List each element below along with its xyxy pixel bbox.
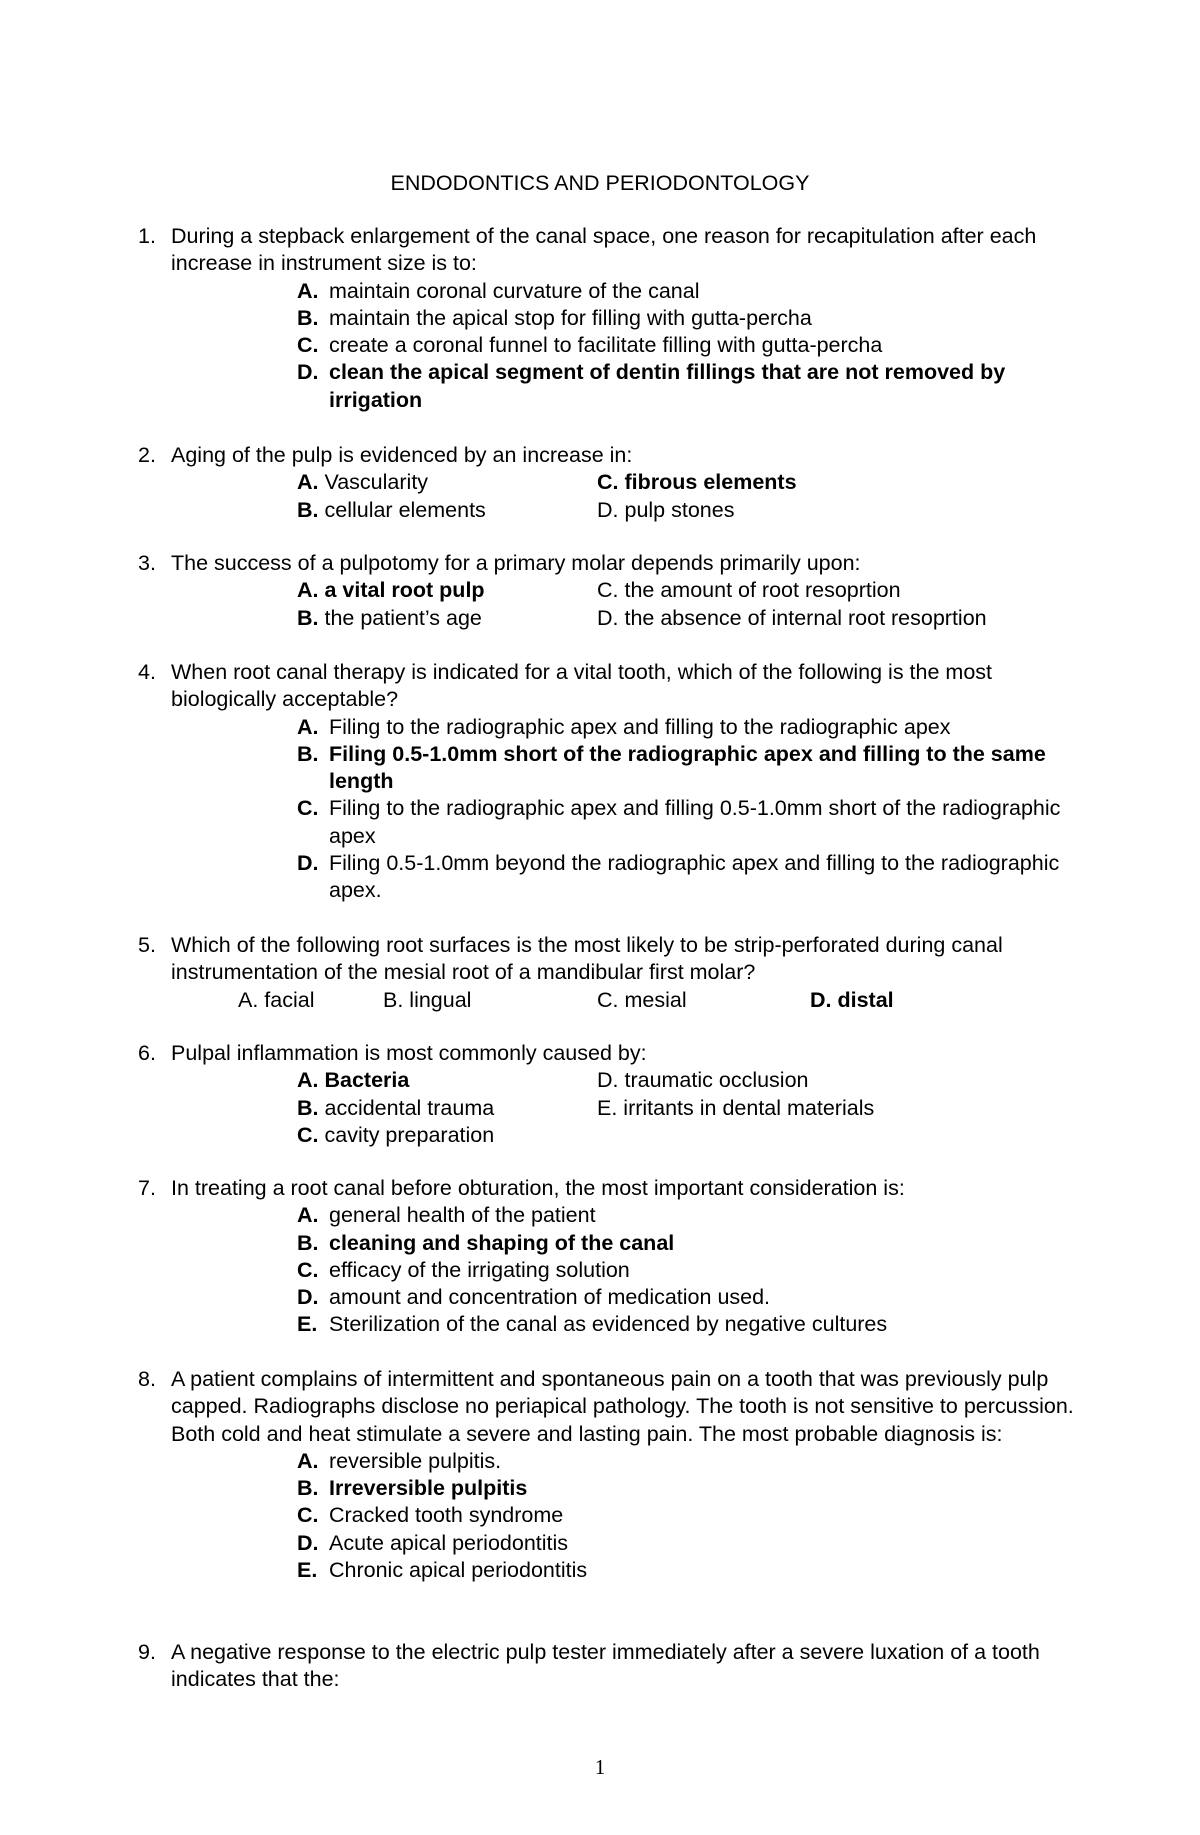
- option-a: [297, 1448, 1098, 1475]
- question-stem: During a stepback enlargement of the canal space, one reason for recapitulation after each increase in instrument size is to:: [171, 224, 1037, 276]
- option-e: [297, 1311, 1098, 1338]
- option-b-correct: [297, 741, 1098, 796]
- option-text: reversible pulpitis.: [329, 1448, 502, 1473]
- question-7: [138, 1175, 1098, 1339]
- option-a-correct: [297, 577, 485, 604]
- option-row: [138, 605, 1098, 632]
- question-1: [138, 223, 1098, 414]
- question-number: 1.: [138, 224, 156, 248]
- option-letter: A.: [297, 578, 319, 603]
- option-letter: C.: [297, 796, 319, 821]
- option-text: maintain the apical stop for filling with gutta-percha: [329, 305, 812, 330]
- option-list: [297, 278, 1098, 414]
- option-letter: A.: [297, 278, 319, 303]
- page-number: 1: [594, 1755, 606, 1779]
- option-d-correct: [297, 359, 1098, 414]
- option-text: the absence of internal root resoprtion: [624, 605, 987, 630]
- option-letter: D.: [297, 360, 319, 385]
- question-number: 7.: [138, 1176, 156, 1200]
- option-text: pulp stones: [624, 497, 735, 522]
- option-list: [297, 714, 1098, 905]
- option-text: efficacy of the irrigating solution: [329, 1257, 630, 1282]
- option-c: [297, 1502, 1098, 1529]
- option-text: general health of the patient: [329, 1203, 596, 1228]
- option-e: E. irritants in dental materials: [597, 1095, 875, 1120]
- question-3: [138, 550, 1098, 632]
- option-letter: A.: [297, 1068, 319, 1093]
- option-b: [297, 305, 1098, 332]
- option-c: C. mesial: [597, 987, 687, 1012]
- option-text: Chronic apical periodontitis: [329, 1558, 588, 1583]
- option-b: [297, 605, 482, 632]
- option-text: a vital root pulp: [324, 578, 485, 603]
- question-number: 3.: [138, 551, 156, 575]
- option-text: amount and concentration of medication used.: [329, 1285, 771, 1310]
- option-letter: B.: [297, 1476, 319, 1501]
- option-text: create a coronal funnel to facilitate filling with gutta-percha: [329, 333, 883, 358]
- option-letter: B.: [297, 497, 319, 522]
- option-c: [297, 1122, 494, 1149]
- option-a: A. facial: [238, 987, 315, 1012]
- option-text: Sterilization of the canal as evidenced by negative cultures: [329, 1312, 888, 1337]
- option-a-correct: [297, 1067, 409, 1094]
- option-text: Bacteria: [324, 1068, 410, 1093]
- option-text: maintain coronal curvature of the canal: [329, 278, 700, 303]
- option-letter: B.: [297, 305, 319, 330]
- option-a: [297, 469, 428, 496]
- option-c: [297, 1257, 1098, 1284]
- option-letter: B.: [297, 605, 319, 630]
- question-number: 5.: [138, 933, 156, 957]
- option-b-correct: [297, 1475, 1098, 1502]
- option-d: [597, 497, 734, 524]
- question-number: 8.: [138, 1367, 156, 1391]
- option-letter: A.: [297, 714, 319, 739]
- option-letter: D.: [297, 1285, 319, 1310]
- option-c: [297, 795, 1098, 850]
- option-row: [138, 1067, 1098, 1094]
- question-stem: Aging of the pulp is evidenced by an increase in:: [171, 443, 633, 467]
- option-row: [138, 577, 1098, 604]
- option-text: the patient’s age: [324, 605, 482, 630]
- option-text: Vascularity: [324, 470, 429, 495]
- option-c-correct: [597, 469, 797, 496]
- question-number: 4.: [138, 660, 156, 684]
- question-number: 6.: [138, 1041, 156, 1065]
- option-text: cleaning and shaping of the canal: [329, 1230, 675, 1255]
- option-letter: B.: [297, 741, 319, 766]
- option-letter: C.: [297, 1503, 319, 1528]
- question-stem: Pulpal inflammation is most commonly caused by:: [171, 1041, 647, 1065]
- question-number: 2.: [138, 443, 156, 467]
- option-letter: E.: [297, 1558, 318, 1583]
- question-stem: The success of a pulpotomy for a primary molar depends primarily upon:: [171, 551, 861, 575]
- option-e: [297, 1557, 1098, 1584]
- option-letter: C.: [297, 333, 319, 358]
- option-c: [297, 332, 1098, 359]
- option-row: [138, 469, 1098, 496]
- question-stem: A patient complains of intermittent and spontaneous pain on a tooth that was previously pulp capped. Radiographs disclose no periapical pathology. The tooth is not sensitive to percussion. Both cold and heat stimulate a severe and lasting pain. The most probable diagnosis is:: [171, 1367, 1074, 1446]
- option-letter: C.: [297, 1257, 319, 1282]
- option-text: clean the apical segment of dentin fillings that are not removed by irrigation: [329, 360, 1006, 412]
- option-text: Filing to the radiographic apex and filling to the radiographic apex: [329, 714, 951, 739]
- option-letter: B.: [297, 1095, 319, 1120]
- option-list: [297, 1202, 1098, 1338]
- option-letter: D.: [597, 497, 619, 522]
- question-5: [138, 932, 1098, 1014]
- question-stem: A negative response to the electric pulp tester immediately after a severe luxation of a tooth indicates that the:: [171, 1640, 1040, 1692]
- option-letter: C.: [597, 578, 619, 603]
- page-title: ENDODONTICS AND PERIODONTOLOGY: [390, 171, 810, 195]
- option-a: [297, 714, 1098, 741]
- option-letter: C.: [597, 470, 619, 495]
- option-b-correct: [297, 1230, 1098, 1257]
- option-text: Acute apical periodontitis: [329, 1530, 569, 1555]
- question-number: 9.: [138, 1640, 156, 1664]
- option-text: accidental trauma: [324, 1095, 495, 1120]
- question-4: [138, 659, 1098, 905]
- option-d: D. traumatic occlusion: [597, 1068, 809, 1093]
- option-b: B. lingual: [383, 987, 472, 1012]
- option-list: [297, 1448, 1098, 1584]
- option-row: [138, 1095, 1098, 1122]
- question-9: [138, 1639, 1098, 1694]
- option-text: the amount of root resoprtion: [624, 578, 901, 603]
- option-row: [138, 497, 1098, 524]
- option-letter: D.: [297, 1530, 319, 1555]
- option-d: [297, 1530, 1098, 1557]
- option-a: [297, 278, 1098, 305]
- option-letter: C.: [297, 1122, 319, 1147]
- option-row: [138, 987, 1098, 1014]
- option-c: [597, 577, 901, 604]
- option-letter: A.: [297, 1448, 319, 1473]
- option-letter: A.: [297, 470, 319, 495]
- option-a: [297, 1202, 1098, 1229]
- option-text: fibrous elements: [624, 470, 797, 495]
- question-stem: When root canal therapy is indicated for a vital tooth, which of the following is the most biologically acceptable?: [171, 660, 993, 712]
- option-d-correct: D. distal: [810, 987, 894, 1012]
- option-text: cavity preparation: [324, 1122, 495, 1147]
- option-text: Filing to the radiographic apex and filling 0.5-1.0mm short of the radiographic apex: [329, 796, 1061, 848]
- question-stem: In treating a root canal before obturation, the most important consideration is:: [171, 1176, 905, 1200]
- option-letter: E.: [297, 1312, 318, 1337]
- option-text: cellular elements: [324, 497, 486, 522]
- question-stem: Which of the following root surfaces is the most likely to be strip-perforated during canal instrumentation of the mesial root of a mandibular first molar?: [171, 933, 1003, 985]
- option-row: [138, 1122, 1098, 1149]
- option-d: [297, 850, 1098, 905]
- option-d: [597, 605, 987, 632]
- option-text: Irreversible pulpitis: [329, 1476, 528, 1501]
- option-d: [297, 1284, 1098, 1311]
- option-text: Filing 0.5-1.0mm short of the radiographic apex and filling to the same length: [329, 741, 1046, 794]
- question-2: [138, 442, 1098, 524]
- question-6: [138, 1040, 1098, 1149]
- option-letter: A.: [297, 1203, 319, 1228]
- option-text: Filing 0.5-1.0mm beyond the radiographic apex and filling to the radiographic apex.: [329, 851, 1060, 903]
- option-letter: D.: [597, 605, 619, 630]
- option-b: [297, 1095, 494, 1122]
- option-letter: D.: [297, 851, 319, 876]
- option-b: [297, 497, 486, 524]
- option-letter: B.: [297, 1230, 319, 1255]
- option-text: Cracked tooth syndrome: [329, 1503, 564, 1528]
- question-8: [138, 1366, 1098, 1584]
